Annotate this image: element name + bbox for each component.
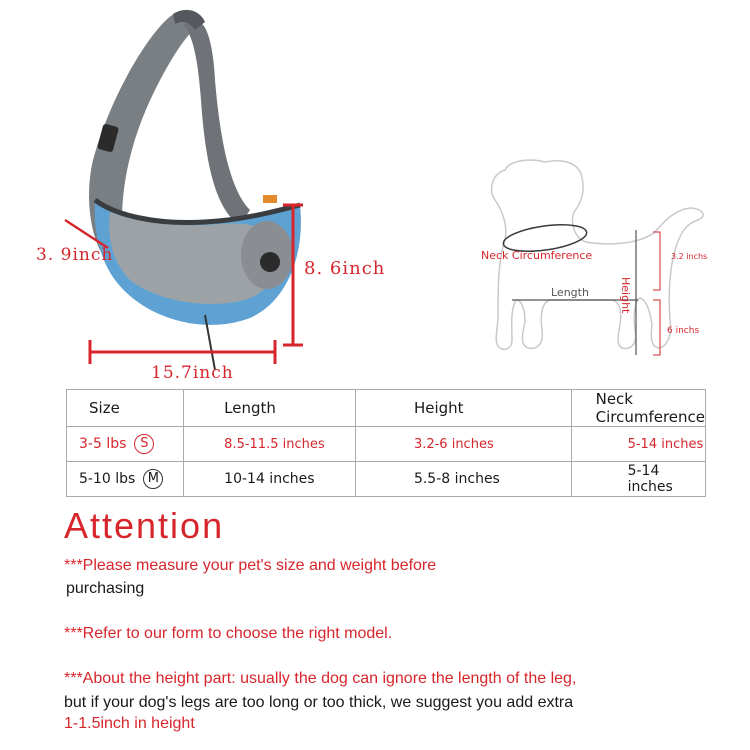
- dog-top-measure: 3.2 inchs: [671, 252, 708, 261]
- row-neck: 5-14 inches: [571, 427, 705, 462]
- bag-length-label: 15.7inch: [151, 363, 234, 383]
- bag-height-label: 8. 6inch: [304, 258, 386, 279]
- row-neck: 5-14 inches: [571, 462, 705, 497]
- row-height: 5.5-8 inches: [355, 462, 571, 497]
- note-measure-line1: ***Please measure your pet's size and weight before: [64, 557, 437, 574]
- header-height: Height: [355, 390, 571, 427]
- header-neck: Neck Circumference: [571, 390, 705, 427]
- row-length: 8.5-11.5 inches: [184, 427, 356, 462]
- dog-length-label: Length: [551, 286, 589, 299]
- table-header-row: [67, 390, 706, 427]
- size-chart-table: [66, 389, 706, 497]
- row-weight-cell: [67, 462, 184, 497]
- table-row: [67, 462, 706, 497]
- row-weight-cell: [67, 427, 184, 462]
- dog-bottom-measure: 6 inchs: [667, 326, 700, 336]
- note-height-line3: 1-1.5inch in height: [64, 715, 195, 732]
- size-badge: M: [143, 469, 163, 489]
- bag-width-label: 3. 9inch: [36, 245, 114, 265]
- size-badge: S: [134, 434, 154, 454]
- note-height-line1: ***About the height part: usually the dog can ignore the length of the leg,: [64, 670, 577, 687]
- dog-height-label: Height: [619, 277, 632, 314]
- bag-dimension-lines: [0, 0, 320, 390]
- note-measure-line2: purchasing: [66, 580, 145, 597]
- row-weight: 3-5 lbs: [79, 436, 127, 452]
- header-size: Size: [67, 390, 184, 427]
- note-height-line2: but if your dog's legs are too long or too thick, we suggest you add extra: [64, 694, 574, 711]
- table-row: [67, 427, 706, 462]
- note-refer-form-text: ***Refer to our form to choose the right model.: [64, 625, 393, 642]
- header-length: Length: [184, 390, 356, 427]
- note-refer-form: [64, 623, 392, 645]
- row-height: 3.2-6 inches: [355, 427, 571, 462]
- row-weight: 5-10 lbs: [79, 471, 136, 487]
- attention-title: Attention: [64, 505, 225, 546]
- neck-circumference-label: Neck Circumference: [481, 249, 593, 262]
- row-length: 10-14 inches: [184, 462, 356, 497]
